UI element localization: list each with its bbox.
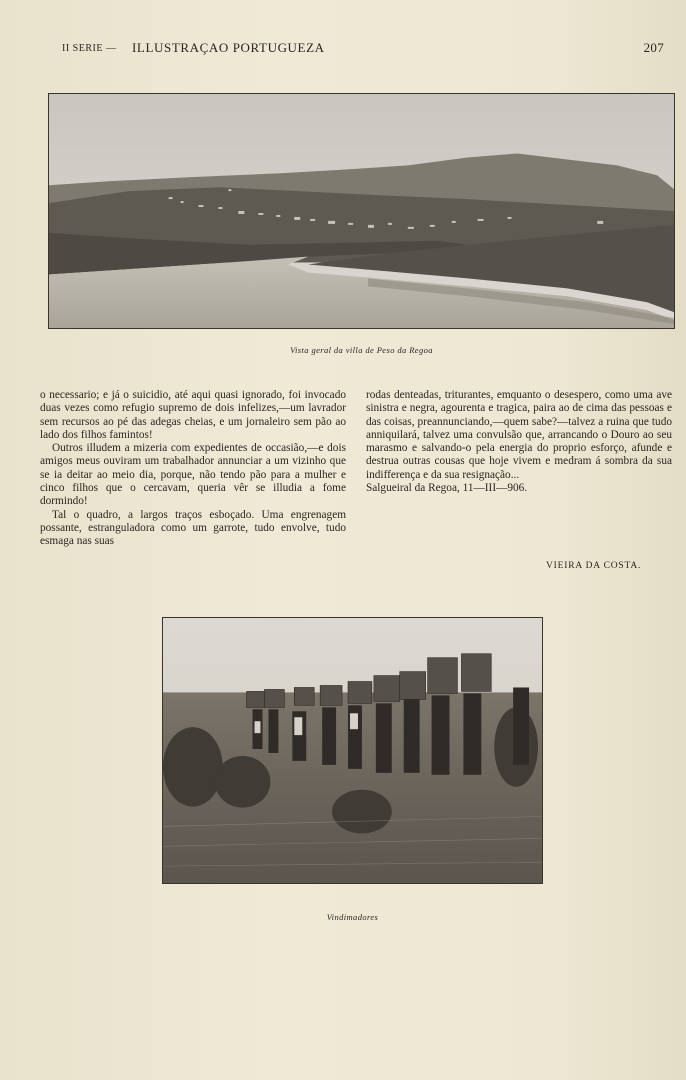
grape-pickers-photo xyxy=(162,617,543,884)
place-date-line: Salgueiral da Regoa, 11—III—906. xyxy=(366,482,528,495)
landscape-photo-image xyxy=(49,94,674,328)
article-left-column xyxy=(40,389,346,549)
grape-pickers-caption: Vindimadores xyxy=(326,912,379,922)
page-number: 207 xyxy=(643,40,664,55)
landscape-photo-caption: Vista geral da villa de Peso da Regoa xyxy=(290,345,433,355)
article-paragraph: rodas denteadas, triturantes, emquanto o desespero, como uma ave sinistra e negra, agourenta e tragica, paira ao de cima das pessoas e das coisas, preannunciando,—quem sabe?—talvez a ruina que tudo anniquilará, talvez uma convulsão que, arrancando o Douro ao seu marasmo e salvando-o pela energia do proprio esforço, afunde e destrua outras cousas que hoje vivem e medram á sombra da sua indifferença e da sua resignação... xyxy=(366,389,672,481)
article-right-column xyxy=(366,389,672,495)
magazine-title: ILLUSTRAÇAO PORTUGUEZA xyxy=(132,40,325,55)
running-header xyxy=(62,40,664,60)
article-paragraph: Tal o quadro, a largos traços esboçado. Uma engrenagem possante, estranguladora como um garrote, tudo envolve, tudo esmaga nas suas xyxy=(40,508,346,548)
author-signature: VIEIRA DA COSTA. xyxy=(546,561,642,571)
article-paragraph: o necessario; e já o suicidio, até aqui quasi ignorado, foi invocado duas vezes como refugio supremo de dois infelizes,—um lavrador sem recursos ao pé das adegas cheias, e um jornaleiro sem pão ao lado dos filhos famintos! xyxy=(40,389,346,441)
grape-pickers-photo-image xyxy=(163,618,542,883)
article-paragraph: Outros illudem a mizeria com expedientes de occasião,—e dois amigos meus ouviram um trabalhador annunciar a um vizinho que se ia deitar ao meio dia, porque, não tendo pão para a mulher e cinco filhos que o cercavam, queria vêr se illudia a fome dormindo! xyxy=(40,442,346,508)
series-label: II SERIE — xyxy=(62,43,117,54)
landscape-photo xyxy=(48,93,675,329)
